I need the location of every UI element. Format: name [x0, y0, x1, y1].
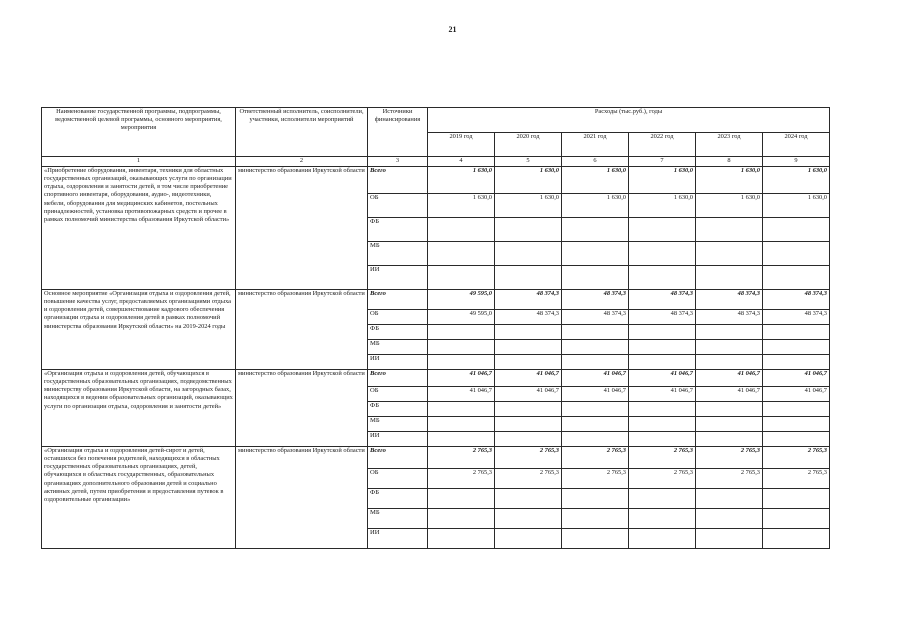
expense-value [696, 218, 763, 242]
header-year: 2024 год [763, 133, 830, 157]
expense-value [495, 489, 562, 509]
expense-value [562, 242, 629, 266]
expense-value [562, 340, 629, 355]
funding-source: ИИ [368, 432, 428, 447]
funding-source: ОБ [368, 194, 428, 218]
expense-value: 49 595,0 [428, 290, 495, 310]
expense-value [495, 417, 562, 432]
expense-value: 41 046,7 [428, 370, 495, 387]
expense-value [428, 489, 495, 509]
expense-value [629, 242, 696, 266]
expense-value: 2 765,3 [495, 447, 562, 469]
expense-value [428, 402, 495, 417]
expense-value [428, 355, 495, 370]
header-name: Наименование государственной программы, подпрограммы, ведомственной целевой программы, основного мероприятия, мероприятия [42, 108, 236, 157]
expense-value: 41 046,7 [629, 370, 696, 387]
funding-source: МБ [368, 417, 428, 432]
expense-value [495, 340, 562, 355]
expense-value [763, 529, 830, 549]
expense-value [763, 266, 830, 290]
funding-source: МБ [368, 340, 428, 355]
funding-source: ИИ [368, 529, 428, 549]
expense-value [562, 489, 629, 509]
expense-value [562, 509, 629, 529]
column-number: 8 [696, 157, 763, 167]
expense-value [629, 355, 696, 370]
table-row [42, 370, 830, 387]
expense-value [428, 417, 495, 432]
activity-name: «Приобретение оборудования, инвентаря, техники для областных государственных организаций, оказывающих услуги по организации отдыха, оздоровления и занятости детей, в том числе приобретение спортивного инвентаря, оборудования, аудио-, видеотехники, мебели, оборудования для медицинских кабинетов, постельных принадлежностей, установка противопожарных средств и прочее в рамках полномочий министерства образования Иркутской области» [42, 167, 236, 290]
expense-value: 48 374,3 [629, 290, 696, 310]
expense-value [495, 355, 562, 370]
expense-value [562, 402, 629, 417]
expense-value: 1 630,0 [629, 194, 696, 218]
column-number: 9 [763, 157, 830, 167]
expense-value [428, 218, 495, 242]
funding-source: ОБ [368, 310, 428, 325]
expense-value [629, 489, 696, 509]
expense-value [495, 529, 562, 549]
expense-value [629, 432, 696, 447]
header-year: 2022 год [629, 133, 696, 157]
expense-value: 2 765,3 [562, 469, 629, 489]
column-number: 5 [495, 157, 562, 167]
header-year: 2019 год [428, 133, 495, 157]
expense-value [629, 509, 696, 529]
expense-value: 1 630,0 [428, 194, 495, 218]
expense-value [562, 417, 629, 432]
expense-value [562, 325, 629, 340]
expense-value [763, 242, 830, 266]
expense-value: 41 046,7 [763, 370, 830, 387]
expense-value [495, 242, 562, 266]
header-year: 2021 год [562, 133, 629, 157]
expense-value: 41 046,7 [696, 387, 763, 402]
expense-value: 1 630,0 [696, 194, 763, 218]
table-row [42, 447, 830, 469]
funding-source: ФБ [368, 218, 428, 242]
table-row [42, 167, 830, 194]
expense-value: 48 374,3 [495, 290, 562, 310]
expense-value [495, 266, 562, 290]
expense-value [428, 266, 495, 290]
expense-value [763, 218, 830, 242]
expense-value [428, 242, 495, 266]
expense-value: 1 630,0 [562, 194, 629, 218]
expense-value [428, 509, 495, 529]
expense-value: 48 374,3 [629, 310, 696, 325]
expense-value: 48 374,3 [495, 310, 562, 325]
responsible-executor: министерство образования Иркутской области [236, 290, 368, 370]
expense-value [428, 340, 495, 355]
expense-value: 1 630,0 [495, 194, 562, 218]
funding-source: Всего [368, 290, 428, 310]
expense-value: 48 374,3 [696, 310, 763, 325]
expense-value: 2 765,3 [696, 447, 763, 469]
header-year: 2020 год [495, 133, 562, 157]
column-number: 4 [428, 157, 495, 167]
expense-value: 41 046,7 [562, 387, 629, 402]
activity-name: «Организация отдыха и оздоровления детей-сирот и детей, оставшихся без попечения родителей, находящихся в областных государственных образовательных организациях, детей, обучающихся в областных государственных, образовательных организациях дополнительного образования детей и социально активных детей, путем приобретения и предоставления путевок в оздоровительные организации» [42, 447, 236, 549]
expense-value [428, 529, 495, 549]
expense-value: 1 630,0 [629, 167, 696, 194]
expense-value: 1 630,0 [763, 167, 830, 194]
expense-value [763, 402, 830, 417]
expense-value [696, 402, 763, 417]
expense-value: 2 765,3 [562, 447, 629, 469]
expense-value: 2 765,3 [428, 447, 495, 469]
funding-source: Всего [368, 447, 428, 469]
responsible-executor: министерство образования Иркутской области [236, 370, 368, 447]
funding-source: ОБ [368, 387, 428, 402]
funding-source: МБ [368, 242, 428, 266]
expense-value: 2 765,3 [763, 447, 830, 469]
expense-value [562, 529, 629, 549]
header-expenses: Расходы (тыс.руб.), годы [428, 108, 830, 133]
expense-value: 1 630,0 [696, 167, 763, 194]
expense-value: 1 630,0 [495, 167, 562, 194]
expense-value [696, 242, 763, 266]
column-number: 1 [42, 157, 236, 167]
expense-value: 49 595,0 [428, 310, 495, 325]
expense-value [629, 325, 696, 340]
expense-value [763, 432, 830, 447]
expense-value [763, 340, 830, 355]
expense-value: 2 765,3 [629, 447, 696, 469]
page-number: 21 [448, 25, 457, 34]
funding-source: Всего [368, 370, 428, 387]
expense-value [428, 432, 495, 447]
expense-value [696, 266, 763, 290]
responsible-executor: министерство образования Иркутской области [236, 167, 368, 290]
funding-source: ИИ [368, 355, 428, 370]
header-year: 2023 год [696, 133, 763, 157]
expense-value [696, 417, 763, 432]
expense-value [629, 340, 696, 355]
funding-source: МБ [368, 509, 428, 529]
expense-value [629, 529, 696, 549]
activity-name: Основное мероприятие «Организация отдыха и оздоровления детей, повышение качества услуг, предоставляемых организациями отдыха и оздоровления детей, совершенствование кадрового обеспечения организации отдыха и оздоровления детей в рамках полномочий министерства образования Иркутской области» на 2019-2024 годы [42, 290, 236, 370]
expense-value: 2 765,3 [428, 469, 495, 489]
expense-value [495, 325, 562, 340]
expense-value [562, 218, 629, 242]
expense-value [495, 509, 562, 529]
expense-value [763, 355, 830, 370]
expense-value [629, 417, 696, 432]
expense-value [562, 266, 629, 290]
expense-value [763, 489, 830, 509]
funding-source: ИИ [368, 266, 428, 290]
funding-source: Всего [368, 167, 428, 194]
expense-value: 2 765,3 [629, 469, 696, 489]
table-row [42, 290, 830, 310]
expense-value [629, 402, 696, 417]
expense-value [629, 218, 696, 242]
column-number: 7 [629, 157, 696, 167]
expense-value: 1 630,0 [562, 167, 629, 194]
expense-value [495, 432, 562, 447]
funding-source: ОБ [368, 469, 428, 489]
expense-value: 41 046,7 [428, 387, 495, 402]
expense-value: 48 374,3 [562, 290, 629, 310]
expense-value: 1 630,0 [428, 167, 495, 194]
column-number: 6 [562, 157, 629, 167]
expense-value: 2 765,3 [696, 469, 763, 489]
expense-value: 41 046,7 [495, 387, 562, 402]
column-numbers-row [42, 157, 830, 167]
expense-value [696, 509, 763, 529]
expense-value: 1 630,0 [763, 194, 830, 218]
expense-value [562, 432, 629, 447]
header-sources: Источники финансирования [368, 108, 428, 157]
expense-value: 48 374,3 [763, 290, 830, 310]
responsible-executor: министерство образования Иркутской области [236, 447, 368, 549]
funding-source: ФБ [368, 402, 428, 417]
expense-value [495, 218, 562, 242]
header-responsible: Ответственный исполнитель, соисполнители, участники, исполнители мероприятий [236, 108, 368, 157]
expense-value [763, 509, 830, 529]
expense-value [562, 355, 629, 370]
expense-value: 41 046,7 [763, 387, 830, 402]
funding-source: ФБ [368, 489, 428, 509]
expense-value: 2 765,3 [763, 469, 830, 489]
expense-value: 48 374,3 [562, 310, 629, 325]
expense-value [495, 402, 562, 417]
expense-value: 48 374,3 [696, 290, 763, 310]
expense-value: 41 046,7 [629, 387, 696, 402]
expense-value [428, 325, 495, 340]
activity-name: «Организация отдыха и оздоровления детей, обучающихся в государственных образовательных организациях, подведомственных министерству образования Иркутской области, на загородных базах, находящихся в ведении образовательных организаций, оказывающих услуги по организации отдыха, оздоровления и занятости детей» [42, 370, 236, 447]
expense-value: 41 046,7 [562, 370, 629, 387]
expense-value: 41 046,7 [696, 370, 763, 387]
column-number: 3 [368, 157, 428, 167]
expense-value [696, 325, 763, 340]
expense-value [696, 432, 763, 447]
expense-value [696, 489, 763, 509]
expense-value [696, 355, 763, 370]
expense-value: 2 765,3 [495, 469, 562, 489]
expense-value [763, 325, 830, 340]
expense-value [763, 417, 830, 432]
expense-value: 48 374,3 [763, 310, 830, 325]
funding-source: ФБ [368, 325, 428, 340]
column-number: 2 [236, 157, 368, 167]
expense-value: 41 046,7 [495, 370, 562, 387]
expense-value [696, 340, 763, 355]
table-body [42, 167, 830, 549]
expenses-table [41, 107, 830, 549]
expense-value [629, 266, 696, 290]
expense-value [696, 529, 763, 549]
